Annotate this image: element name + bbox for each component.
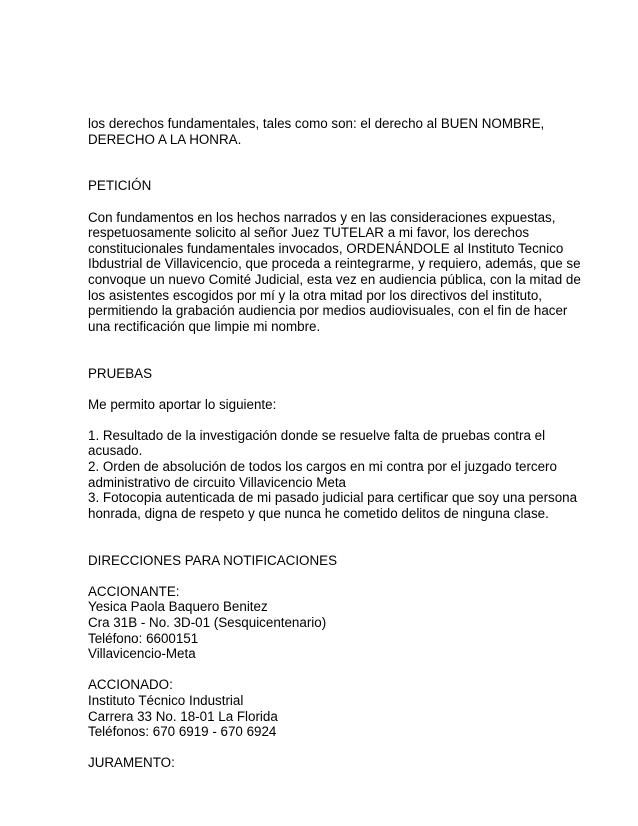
intro-line: los derechos fundamentales, tales como son: el derecho al BUEN NOMBRE, bbox=[88, 116, 545, 131]
direcciones-heading: DIRECCIONES PARA NOTIFICACIONES bbox=[88, 552, 338, 568]
accionante-name: Yesica Paola Baquero Benitez bbox=[88, 599, 268, 615]
peticion-line: respetuosamente solicito al señor Juez TUTELAR a mi favor, los derechos bbox=[88, 225, 530, 241]
peticion-heading: PETICIÓN bbox=[88, 178, 152, 194]
accionante-block bbox=[88, 584, 558, 662]
accionante-phone: Teléfono: 6600151 bbox=[88, 630, 199, 646]
direcciones-section bbox=[88, 553, 558, 740]
accionado-label: ACCIONADO: bbox=[88, 677, 173, 693]
pruebas-intro: Me permito aportar lo siguiente: bbox=[88, 396, 277, 412]
pruebas-item: acusado. bbox=[88, 443, 143, 459]
accionante-label: ACCIONANTE: bbox=[88, 583, 180, 599]
pruebas-item: administrativo de circuito Villavicencio Meta bbox=[88, 474, 347, 490]
document-page bbox=[88, 116, 581, 771]
peticion-line: constitucionales fundamentales invocados, ORDENÁNDOLE al Instituto Tecnico bbox=[88, 240, 564, 256]
pruebas-section bbox=[88, 365, 578, 522]
juramento-section bbox=[88, 755, 558, 771]
peticion-line: convoque un nuevo Comité Judicial, esta vez en audiencia pública, con la mitad de bbox=[88, 271, 581, 287]
juramento-heading: JURAMENTO: bbox=[88, 755, 175, 771]
accionante-address: Cra 31B - No. 3D-01 (Sesquicentenario) bbox=[88, 615, 327, 630]
accionante-city: Villavicencio-Meta bbox=[88, 646, 196, 662]
pruebas-item: 3. Fotocopia autenticada de mi pasado judicial para certificar que soy una persona bbox=[88, 490, 578, 506]
intro-line: DERECHO A LA HONRA. bbox=[88, 131, 242, 147]
accionado-block bbox=[88, 677, 558, 739]
accionado-name: Instituto Técnico Industrial bbox=[88, 692, 244, 708]
peticion-section bbox=[88, 178, 581, 334]
peticion-line: Ibdustrial de Villavicencio, que proceda a reintegrarme, y requiero, además, que se bbox=[88, 256, 581, 272]
peticion-line: los asistentes escogidos por mí y la otra mitad por los directivos del instituto, bbox=[88, 287, 543, 303]
intro-paragraph bbox=[88, 116, 558, 147]
peticion-line: Con fundamentos en los hechos narrados y en las consideraciones expuestas, bbox=[88, 209, 556, 225]
pruebas-heading: PRUEBAS bbox=[88, 365, 152, 381]
accionado-address: Carrera 33 No. 18-01 La Florida bbox=[88, 708, 278, 724]
pruebas-item: 2. Orden de absolución de todos los cargos en mi contra por el juzgado tercero bbox=[88, 459, 557, 475]
accionado-phone: Teléfonos: 670 6919 - 670 6924 bbox=[88, 724, 277, 740]
pruebas-item: honrada, digna de respeto y que nunca he cometido delitos de ninguna clase. bbox=[88, 505, 549, 521]
peticion-line: una rectificación que limpie mi nombre. bbox=[88, 318, 321, 334]
pruebas-item: 1. Resultado de la investigación donde se resuelve falta de pruebas contra el bbox=[88, 427, 546, 443]
peticion-line: permitiendo la grabación audiencia por medios audiovisuales, con el fin de hacer bbox=[88, 303, 568, 319]
